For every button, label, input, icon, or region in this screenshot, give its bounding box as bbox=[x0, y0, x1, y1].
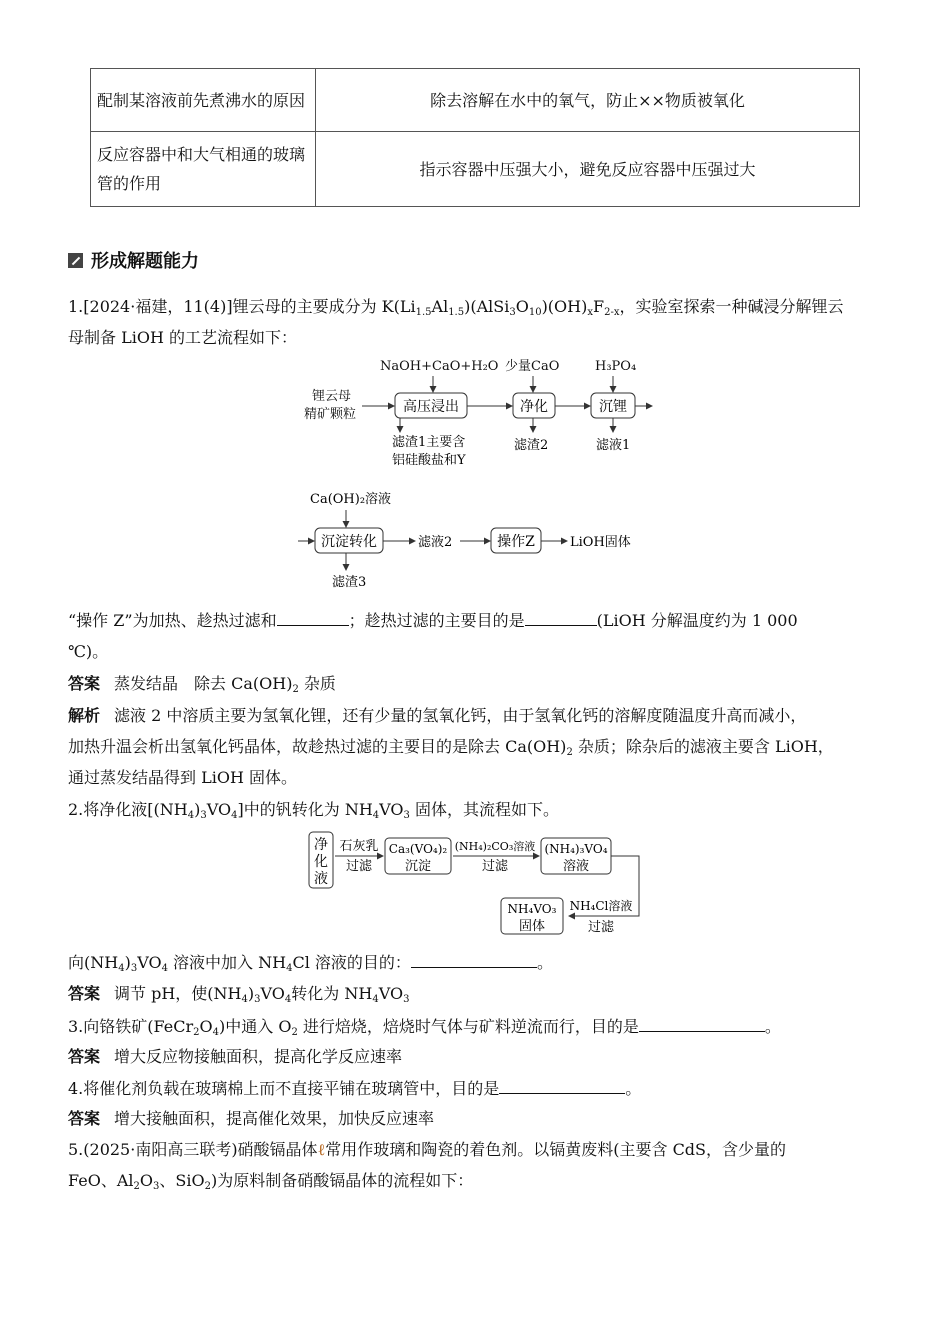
flow1-reagent-4: Ca(OH)₂溶液 bbox=[310, 492, 392, 507]
q3-answer: 答案 增大反应物接触面积，提高化学反应速率 bbox=[68, 1047, 403, 1066]
svg-text:溶液: 溶液 bbox=[562, 859, 590, 874]
flow1-product: LiOH固体 bbox=[570, 535, 631, 550]
flow1-residue-1b: 铝硅酸盐和Y bbox=[392, 453, 466, 468]
answer-blank[interactable] bbox=[639, 1016, 765, 1032]
svg-text:沉锂: 沉锂 bbox=[599, 399, 627, 415]
svg-text:化: 化 bbox=[314, 854, 328, 870]
svg-text:固体: 固体 bbox=[518, 919, 546, 934]
flow1-reagent-2: 少量CaO bbox=[505, 359, 560, 374]
q1-analysis-line1: 解析 滤液 2 中溶质主要为氢氧化锂，还有少量的氢氧化钙，由于氢氧化钙的溶解度随温度升高而减小， bbox=[68, 706, 807, 725]
q4-question: 4.将催化剂负载在玻璃棉上而不直接平铺在玻璃管中，目的是 。 bbox=[68, 1079, 642, 1098]
flow-diagram-2 bbox=[305, 828, 650, 940]
answer-blank[interactable] bbox=[499, 1078, 625, 1094]
svg-text:石灰乳: 石灰乳 bbox=[339, 839, 379, 854]
svg-text:(NH₄)₂CO₃溶液: (NH₄)₂CO₃溶液 bbox=[454, 840, 536, 853]
q1-question-line1: “操作 Z”为加热、趁热过滤和 ；趁热过滤的主要目的是 (LiOH 分解温度约为 1 000 bbox=[68, 611, 798, 630]
svg-text:操作Z: 操作Z bbox=[497, 534, 535, 550]
svg-text:过滤: 过滤 bbox=[587, 920, 615, 935]
pencil-icon bbox=[68, 253, 83, 268]
flow1-input-2: 精矿颗粒 bbox=[304, 407, 357, 422]
q2-intro: 2.将净化液$[(NH_4)_3VO_4]$中的钒转化为 $NH_4VO_3$ 固体，其流程如下。 bbox=[68, 800, 560, 821]
table-row bbox=[91, 132, 860, 207]
table-cell: 除去溶解在水中的氧气，防止××物质被氧化 bbox=[316, 69, 860, 132]
flow-diagram-1 bbox=[290, 350, 670, 600]
q5-line1: 5.(2025·南阳高三联考)硝酸镉晶体ℓ常用作玻璃和陶瓷的着色剂。以镉黄废料(主要含 CdS，含少量的 bbox=[68, 1140, 787, 1159]
svg-text:沉淀转化: 沉淀转化 bbox=[321, 534, 377, 550]
svg-text:过滤: 过滤 bbox=[345, 859, 373, 874]
flow1-input-1: 锂云母 bbox=[312, 389, 352, 404]
flow1-reagent-3: H₃PO₄ bbox=[595, 359, 637, 374]
q1-question-line2: ℃)。 bbox=[68, 642, 109, 661]
svg-text:高压浸出: 高压浸出 bbox=[403, 399, 459, 415]
q2-answer: 答案 调节 pH，使$(NH_4)_3VO_4$转化为 $NH_4VO_3$ bbox=[68, 984, 410, 1005]
q3-question: 3.向铬铁矿$(FeCr_2O_4)$中通入 $O_2$ 进行焙烧，焙烧时气体与矿料逆流而行，目的是 。 bbox=[68, 1017, 781, 1038]
svg-text:净化: 净化 bbox=[520, 399, 548, 415]
q5-line2: FeO、$Al_2O_3$、SiO$_2$)为原料制备硝酸镉晶体的流程如下： bbox=[68, 1171, 474, 1192]
table-row bbox=[91, 69, 860, 132]
svg-text:NH₄VO₃: NH₄VO₃ bbox=[507, 902, 557, 916]
section-title: 形成解题能力 bbox=[91, 251, 199, 272]
svg-text:(NH₄)₃VO₄: (NH₄)₃VO₄ bbox=[544, 842, 608, 856]
q1-intro-line2: 母制备 LiOH 的工艺流程如下： bbox=[68, 328, 297, 347]
q1-analysis-line2: 加热升温会析出氢氧化钙晶体，故趁热过滤的主要目的是除去 $Ca(OH)_2$ 杂质；除杂后的滤液主要含 LiOH， bbox=[68, 737, 834, 758]
section-heading bbox=[68, 247, 199, 273]
svg-text:过滤: 过滤 bbox=[481, 859, 509, 874]
table-cell: 反应容器中和大气相通的玻璃管的作用 bbox=[91, 132, 316, 207]
q4-answer: 答案 增大接触面积，提高催化效果，加快反应速率 bbox=[68, 1109, 435, 1128]
flow1-filtrate-1: 滤液1 bbox=[596, 438, 631, 453]
svg-text:沉淀: 沉淀 bbox=[404, 859, 432, 874]
table-cell: 配制某溶液前先煮沸水的原因 bbox=[91, 69, 316, 132]
q1-analysis-line3: 通过蒸发结晶得到 LiOH 固体。 bbox=[68, 768, 297, 787]
answer-blank[interactable] bbox=[411, 952, 537, 968]
answer-blank[interactable] bbox=[525, 610, 597, 626]
flow1-residue-1a: 滤渣1主要含 bbox=[392, 435, 466, 450]
info-table bbox=[90, 68, 860, 207]
flow1-reagent-1: NaOH+CaO+H₂O bbox=[380, 359, 499, 374]
q2-question: 向$(NH_4)_3VO_4$ 溶液中加入 $NH_4Cl$ 溶液的目的： 。 bbox=[68, 953, 553, 974]
table-cell: 指示容器中压强大小，避免反应容器中压强过大 bbox=[316, 132, 860, 207]
q1-intro-line1: 1.[2024·福建，11(4)]锂云母的主要成分为 $K(Li_{1.5}Al_{1.5})(AlSi_3O_{10})(OH)_xF_{2-x}$，实验室探索一种碱浸分解锂云 bbox=[68, 297, 844, 318]
svg-text:NH₄Cl溶液: NH₄Cl溶液 bbox=[569, 899, 633, 913]
flow1-residue-3: 滤渣3 bbox=[332, 575, 367, 590]
q1-answer: 答案 蒸发结晶 除去 $Ca(OH)_2$ 杂质 bbox=[68, 674, 336, 695]
flow1-filtrate-2: 滤液2 bbox=[418, 535, 453, 550]
svg-text:净: 净 bbox=[314, 837, 328, 853]
svg-text:Ca₃(VO₄)₂: Ca₃(VO₄)₂ bbox=[388, 842, 448, 856]
flow1-residue-2: 滤渣2 bbox=[514, 438, 549, 453]
svg-text:液: 液 bbox=[314, 871, 328, 887]
answer-blank[interactable] bbox=[277, 610, 349, 626]
